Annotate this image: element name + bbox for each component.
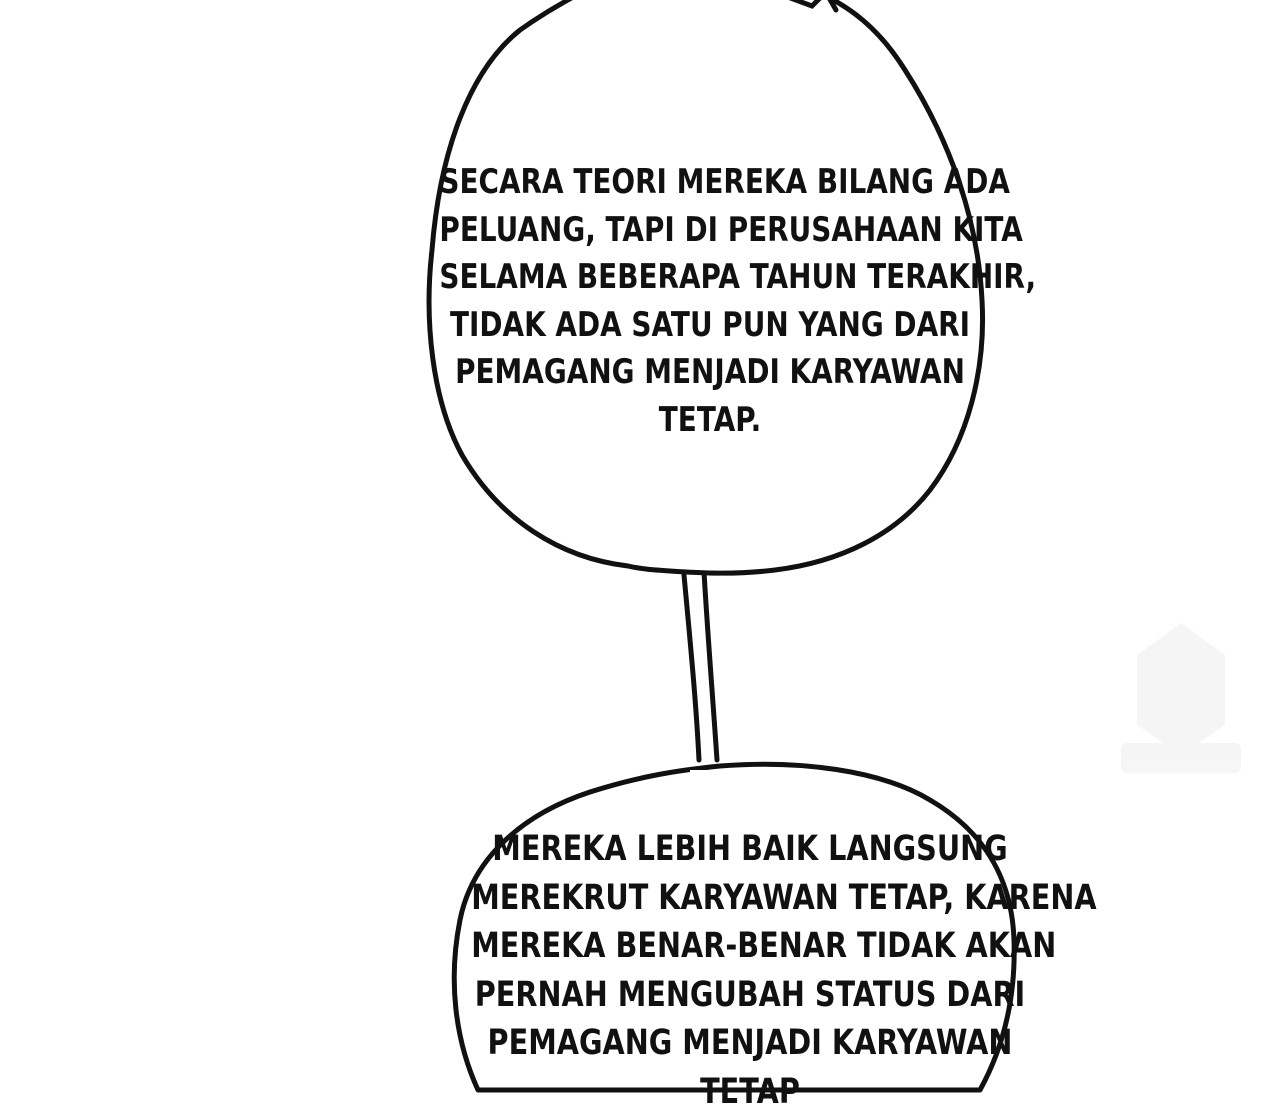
bubble-top-line: TIDAK ADA SATU PUN YANG DARI: [439, 302, 980, 350]
bubble-bottom-text: [471, 825, 1029, 1116]
bubble-bottom-line: PEMAGANG MENJADI KARYAWAN: [471, 1019, 1029, 1068]
bubble-top-line: SECARA TEORI MEREKA BILANG ADA: [439, 159, 980, 207]
bubble-bottom-line: MEREKA LEBIH BAIK LANGSUNG: [471, 825, 1029, 874]
bubble-connector: [684, 572, 717, 760]
bubble-bottom-line: MEREKA BENAR-BENAR TIDAK AKAN: [471, 922, 1029, 971]
watermark-icon: [1115, 615, 1247, 783]
bubble-top-line: SELAMA BEBERAPA TAHUN TERAKHIR,: [439, 254, 980, 302]
bubble-bottom-line: TETAP: [471, 1068, 1029, 1116]
bubble-top-line: PELUANG, TAPI DI PERUSAHAAN KITA: [439, 207, 980, 255]
bubble-bottom-line: MEREKRUT KARYAWAN TETAP, KARENA: [471, 874, 1029, 923]
bubble-bottom-line: PERNAH MENGUBAH STATUS DARI: [471, 971, 1029, 1020]
bubble-top-text: [439, 159, 980, 444]
bubble-top-line: PEMAGANG MENJADI KARYAWAN: [439, 349, 980, 397]
bubble-top-line: TETAP.: [439, 397, 980, 445]
